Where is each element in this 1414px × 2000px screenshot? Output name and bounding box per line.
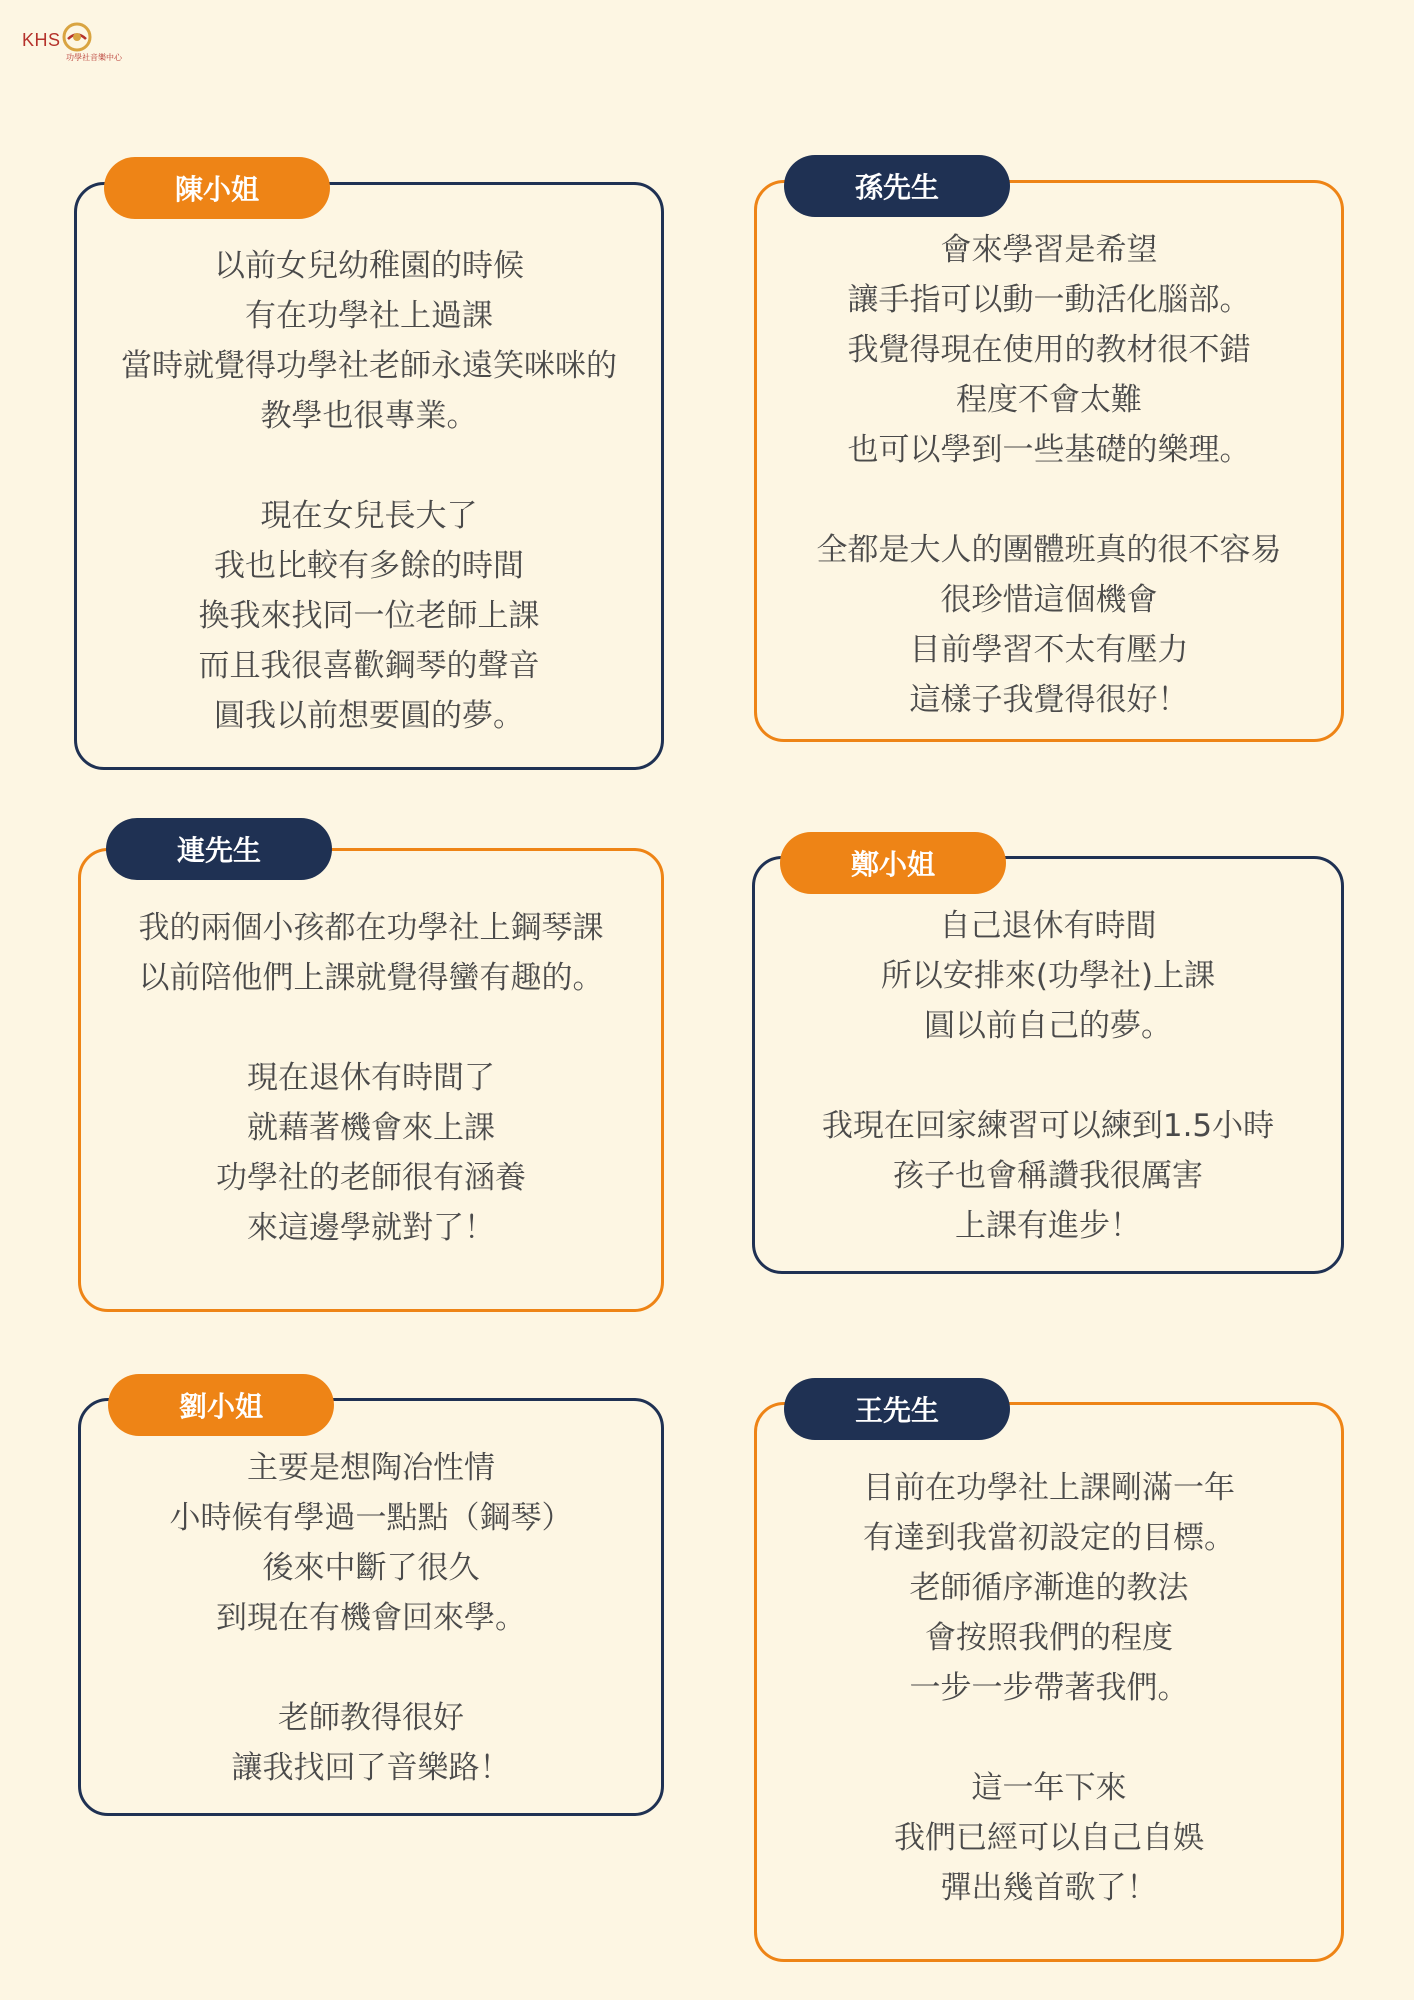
- text-line: 我們已經可以自己自娛: [894, 1820, 1204, 1856]
- name-tag: 劉小姐: [108, 1374, 334, 1436]
- text-line: 現在退休有時間了: [247, 1060, 495, 1096]
- logo-letters: KHS: [22, 30, 61, 50]
- text-line: 到現在有機會回來學。: [216, 1600, 526, 1636]
- text-line: 以前陪他們上課就覺得蠻有趣的。: [138, 960, 604, 996]
- testimonial-text: [755, 901, 1341, 1251]
- text-line: 我現在回家練習可以練到1.5小時: [821, 1108, 1275, 1144]
- name-tag: 鄭小姐: [780, 832, 1006, 894]
- name-tag: 王先生: [784, 1378, 1010, 1440]
- text-line: 功學社的老師很有涵養: [216, 1160, 526, 1196]
- text-line: 會來學習是希望: [940, 232, 1158, 268]
- text-line: 有在功學社上過課: [245, 298, 493, 334]
- text-line: 這樣子我覺得很好！: [909, 682, 1189, 718]
- testimonial-card: [754, 180, 1344, 742]
- name-tag: 連先生: [106, 818, 332, 880]
- text-line: 教學也很專業。: [260, 398, 478, 434]
- text-line: 來這邊學就對了！: [247, 1210, 495, 1246]
- text-line: 會按照我們的程度: [925, 1620, 1173, 1656]
- testimonial-card: [74, 182, 664, 770]
- text-line: 所以安排來(功學社)上課: [880, 958, 1216, 994]
- text-line: 而且我很喜歡鋼琴的聲音: [198, 648, 540, 684]
- testimonial-text: [757, 225, 1341, 725]
- text-line: [81, 1003, 661, 1053]
- testimonial-card: [754, 1402, 1344, 1962]
- testimonial-text: [81, 1443, 661, 1793]
- logo-subtitle: 功學社音樂中心: [66, 53, 122, 62]
- text-line: 圓我以前想要圓的夢。: [214, 698, 524, 734]
- text-line: 全都是大人的團體班真的很不容易: [816, 532, 1282, 568]
- name-tag: 陳小姐: [104, 157, 330, 219]
- text-line: 孩子也會稱讚我很厲害: [893, 1158, 1203, 1194]
- text-line: [755, 1051, 1341, 1101]
- text-line: 目前在功學社上課剛滿一年: [863, 1470, 1235, 1506]
- text-line: 老師教得很好: [278, 1700, 464, 1736]
- text-line: 我的兩個小孩都在功學社上鋼琴課: [138, 910, 604, 946]
- text-line: 以前女兒幼稚園的時候: [214, 248, 524, 284]
- text-line: 也可以學到一些基礎的樂理。: [847, 432, 1251, 468]
- testimonial-text: [757, 1463, 1341, 1913]
- text-line: 後來中斷了很久: [262, 1550, 480, 1586]
- testimonial-text: [77, 241, 661, 741]
- text-line: [81, 1643, 661, 1693]
- text-line: 這一年下來: [971, 1770, 1127, 1806]
- text-line: 讓我找回了音樂路！: [231, 1750, 511, 1786]
- text-line: 自己退休有時間: [939, 908, 1157, 944]
- text-line: 換我來找同一位老師上課: [198, 598, 540, 634]
- khs-swirl-icon: [62, 22, 92, 52]
- text-line: 現在女兒長大了: [260, 498, 478, 534]
- text-line: 彈出幾首歌了！: [940, 1870, 1158, 1906]
- khs-logo: [22, 22, 142, 72]
- text-line: 目前學習不太有壓力: [909, 632, 1189, 668]
- text-line: 老師循序漸進的教法: [909, 1570, 1189, 1606]
- text-line: [757, 475, 1341, 525]
- text-line: 讓手指可以動一動活化腦部。: [847, 282, 1251, 318]
- text-line: 主要是想陶冶性情: [247, 1450, 495, 1486]
- text-line: 當時就覺得功學社老師永遠笑咪咪的: [121, 348, 617, 384]
- text-line: 小時候有學過一點點（鋼琴）: [169, 1500, 573, 1536]
- text-line: [77, 441, 661, 491]
- text-line: 很珍惜這個機會: [940, 582, 1158, 618]
- testimonial-text: [81, 903, 661, 1253]
- text-line: 程度不會太難: [956, 382, 1142, 418]
- text-line: 就藉著機會來上課: [247, 1110, 495, 1146]
- text-line: 我覺得現在使用的教材很不錯: [847, 332, 1251, 368]
- testimonial-card: [78, 1398, 664, 1816]
- testimonial-card: [78, 848, 664, 1312]
- text-line: 上課有進步！: [955, 1208, 1141, 1244]
- text-line: [757, 1713, 1341, 1763]
- testimonial-card: [752, 856, 1344, 1274]
- text-line: 一步一步帶著我們。: [909, 1670, 1189, 1706]
- name-tag: 孫先生: [784, 155, 1010, 217]
- text-line: 有達到我當初設定的目標。: [863, 1520, 1235, 1556]
- text-line: 我也比較有多餘的時間: [214, 548, 524, 584]
- text-line: 圓以前自己的夢。: [924, 1008, 1172, 1044]
